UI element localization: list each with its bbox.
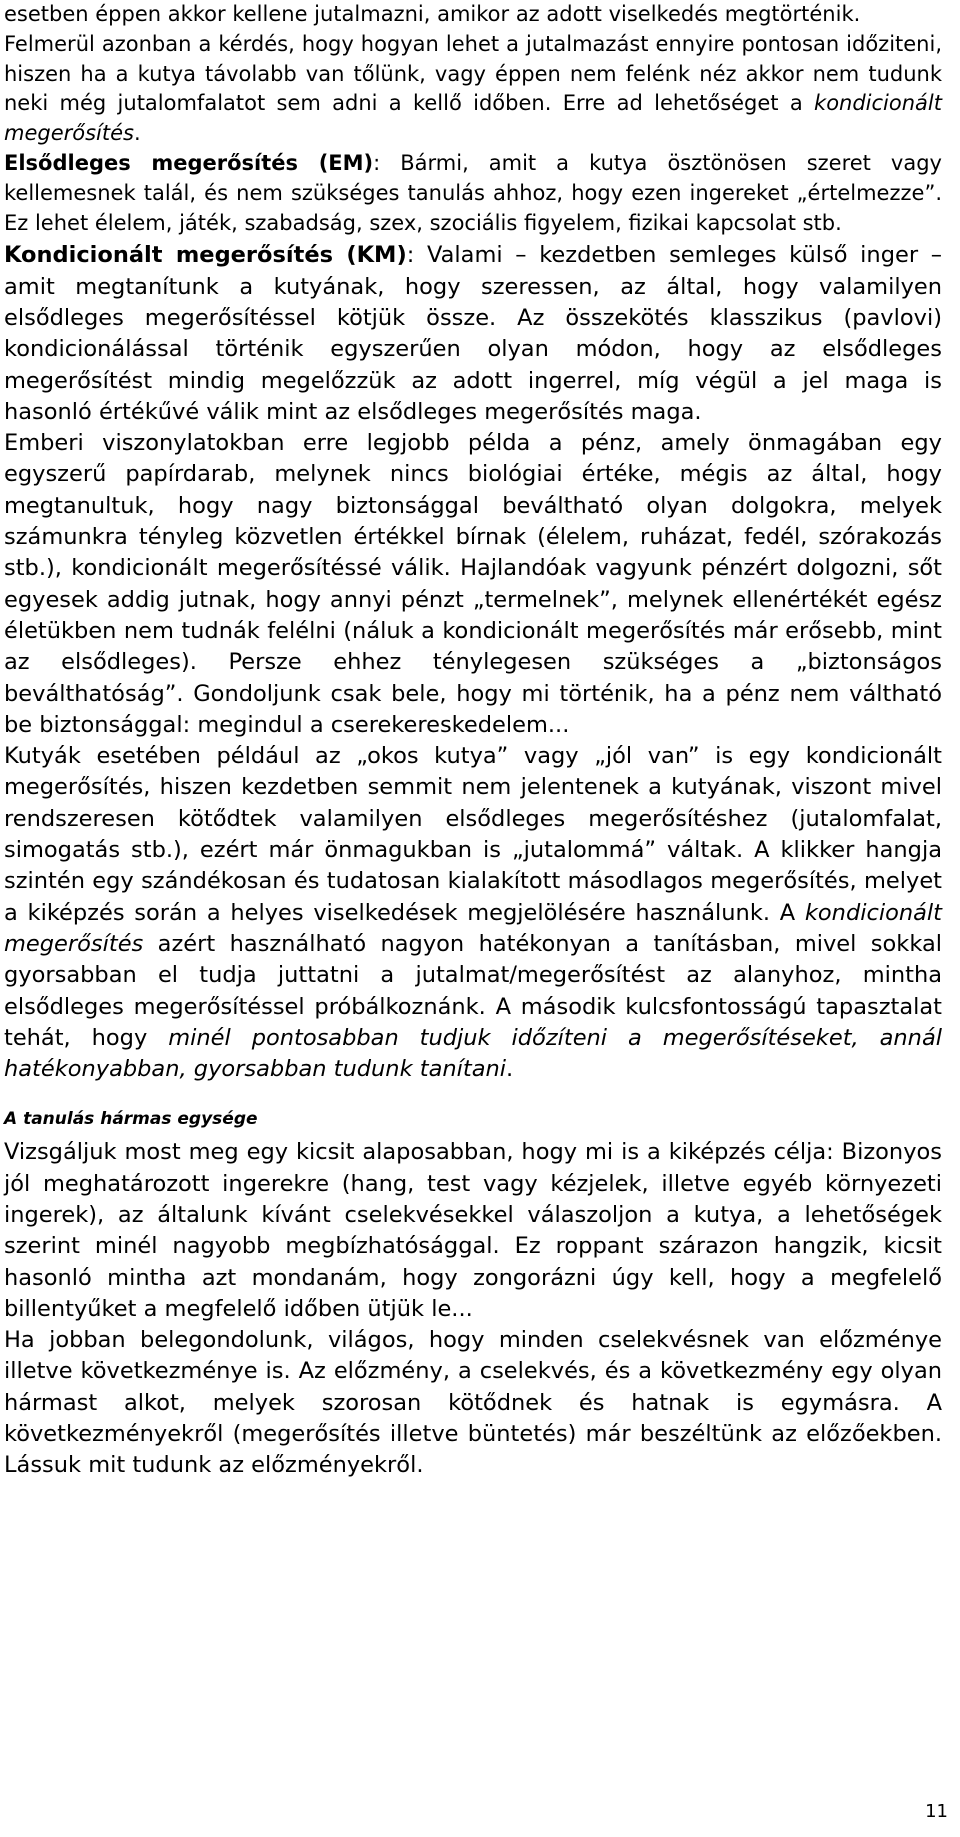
paragraph-primary-reinforcement: Elsődleges megerősítés (EM): Bármi, amit a kutya ösztönösen szeret vagy kellemesnek talál, és nem szükséges tanulás ahhoz, hogy ezen ingereket „értelmezze”. Ez lehet élelem, játék, szabadság, szex, szociális figyelem, fizikai kapcsolat stb.	[4, 150, 942, 235]
paragraph-training-goal: Vizsgáljuk most meg egy kicsit alaposabban, hogy mi is a kiképzés célja: Bizonyos jól meghatározott ingerekre (hang, test vagy kézjelek, illetve egyéb környezeti ingerek), az általunk kívánt cselekvésekkel válaszoljon a kutya, a lehetőségek szerint minél nagyobb megbízhatósággal. Ez roppant szárazon hangzik, kicsit hasonló mintha azt mondanám, hogy zongorázni úgy kell, hogy a megfelelő billentyűket a megfelelő időben ütjük le...	[4, 1139, 942, 1322]
paragraph-money-example: Emberi viszonylatokban erre legjobb példa a pénz, amely önmagában egy egyszerű papírdarab, melynek nincs biológiai értéke, mégis az által, hogy megtanultuk, hogy nagy biztonsággal beváltható olyan dolgokra, melyek számunkra tényleg közvetlen értékkel bírnak (élelem, ruházat, fedél, szórakozás stb.), kondicionált megerősítéssé válik. Hajlandóak vagyunk pénzért dolgozni, sőt egyesek addig jutnak, hogy annyi pénzt „termelnek”, melynek ellenértékét egész életükben nem tudnák felélni (náluk a kondicionált megerősítés már erősebb, mint az elsődleges). Persze ehhez ténylegesen szükséges a „biztonságos beválthatóság”. Gondoljunk csak bele, hogy mi történik, ha a pénz nem váltható be biztonsággal: megindul a cserekereskedelem...	[4, 430, 942, 738]
document-page	[4, 0, 942, 1482]
page-number: 11	[925, 1801, 948, 1822]
paragraph-dog-example: Kutyák esetében például az „okos kutya” vagy „jól van” is egy kondicionált megerősítés, hiszen kezdetben semmit nem jelentenek a kutyának, viszont mivel rendszeresen kötődtek valamilyen elsődleges megerősítéshez (jutalomfalat, simogatás stb.), ezért már önmagukban is „jutalommá” váltak. A klikker hangja szintén egy szándékosan és tudatosan kialakított másodlagos megerősítés, melyet a kiképzés során a helyes viselkedések megjelölésére használunk. A kondicionált megerősítés azért használható nagyon hatékonyan a tanításban, mivel sokkal gyorsabban el tudja juttatni a jutalmat/megerősítést az alanyhoz, mintha elsődleges megerősítéssel próbálkoznánk. A második kulcsfontosságú tapasztalat tehát, hogy minél pontosabban tudjuk időzíteni a megerősítéseket, annál hatékonyabban, gyorsabban tudunk tanítani.	[4, 743, 942, 1083]
paragraph-timing-question: Felmerül azonban a kérdés, hogy hogyan lehet a jutalmazást ennyire pontosan időziteni, hiszen ha a kutya távolabb van tőlünk, vagy éppen nem felénk néz akkor nem tudunk neki még jutalomfalatot sem adni a kellő időben. Erre ad lehetőséget a kondicionált megerősítés.	[4, 31, 942, 146]
paragraph-antecedents: Ha jobban belegondolunk, világos, hogy minden cselekvésnek van előzménye illetve következménye is. Az előzmény, a cselekvés, és a következmény egy olyan hármast alkot, melyek szorosan kötődnek és hatnak is egymásra. A következményekről (megerősítés illetve büntetés) már beszéltünk az előzőekben. Lássuk mit tudunk az előzményekről.	[4, 1327, 942, 1479]
term-primary-reinforcement: Elsődleges megerősítés (EM)	[4, 150, 374, 175]
section-heading: A tanulás hármas egysége	[4, 1109, 258, 1130]
paragraph-conditioned-reinforcement: Kondicionált megerősítés (KM): Valami – kezdetben semleges külső inger – amit megtanítunk a kutyának, hogy szeressen, az által, hogy valamilyen elsődleges megerősítéssel kötjük össze. Az összekötés klasszikus (pavlovi) kondicionálással történik egyszerűen olyan módon, hogy az elsődleges megerősítést mindig megelőzzük az adott ingerrel, míg végül a jel maga is hasonló értékűvé válik mint az elsődleges megerősítés maga.	[4, 242, 942, 425]
term-conditioned-reinforcement: Kondicionált megerősítés (KM)	[4, 242, 407, 269]
paragraph-intro: esetben éppen akkor kellene jutalmazni, amikor az adott viselkedés megtörténik.	[4, 2, 861, 26]
